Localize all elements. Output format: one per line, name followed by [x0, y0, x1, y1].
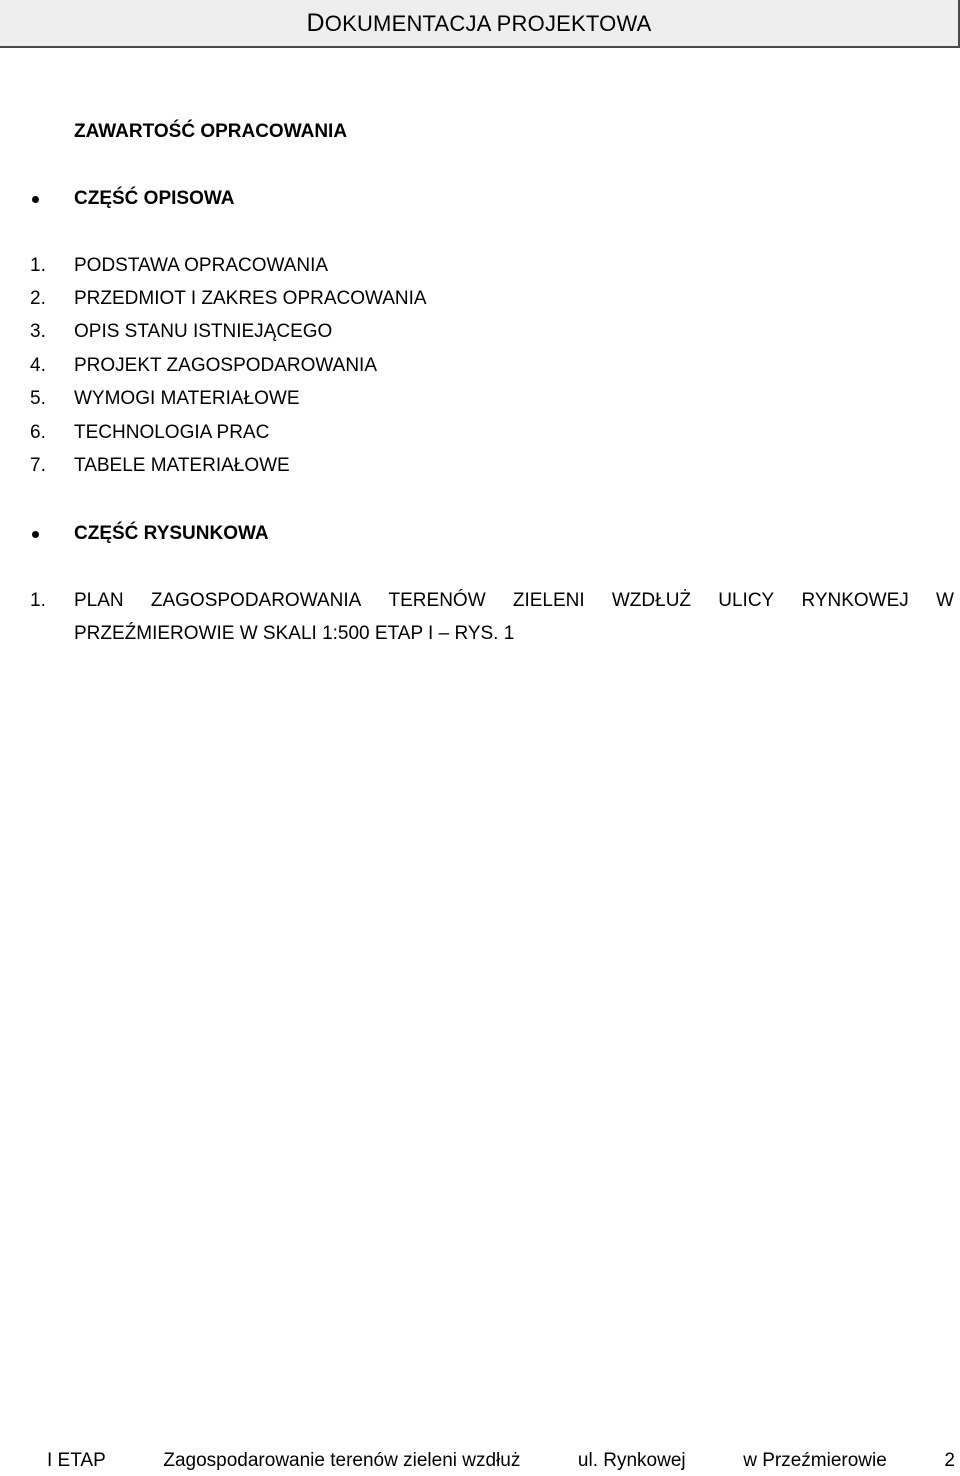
contents-heading: ZAWARTOŚĆ OPRACOWANIA: [74, 121, 348, 142]
drawing-item-word: ULICY: [718, 590, 775, 611]
header-title-rest: OKUMENTACJA PROJEKTOWA: [324, 11, 652, 36]
list-item-number: 3.: [30, 321, 46, 342]
list-item-number: 1.: [30, 255, 46, 276]
list-item-text: PODSTAWA OPRACOWANIA: [74, 255, 329, 276]
page-header: [0, 0, 960, 48]
header-title-initial: D: [306, 9, 325, 37]
list-item-number: 5.: [30, 388, 46, 409]
drawing-item-word: TERENÓW: [388, 590, 486, 611]
footer-title-part: w Przeźmierowie: [743, 1450, 887, 1471]
footer-title-part: ul. Rynkowej: [577, 1450, 686, 1471]
drawing-item-word: ZAGOSPODAROWANIA: [150, 590, 362, 611]
page-number: 2: [944, 1450, 955, 1471]
bullet-icon: [32, 196, 39, 203]
drawing-item-number: 1.: [30, 590, 46, 611]
drawing-item-word: RYNKOWEJ: [801, 590, 909, 611]
list-item-text: TECHNOLOGIA PRAC: [74, 422, 270, 443]
page-footer: [47, 1450, 955, 1472]
list-item-text: PROJEKT ZAGOSPODAROWANIA: [74, 355, 377, 376]
header-title: [307, 9, 652, 38]
drawing-item-word: WZDŁUŻ: [611, 590, 692, 611]
footer-stage: I ETAP: [47, 1450, 106, 1471]
list-item-text: WYMOGI MATERIAŁOWE: [74, 388, 300, 409]
drawing-item-word: PLAN: [74, 590, 124, 611]
part-descriptive-heading: CZĘŚĆ OPISOWA: [74, 188, 235, 209]
drawing-item-line2: PRZEŹMIEROWIE W SKALI 1:500 ETAP I – RYS. 1: [74, 623, 515, 644]
list-item-number: 2.: [30, 288, 46, 309]
bullet-icon: [32, 531, 39, 538]
list-item-number: 7.: [30, 455, 46, 476]
list-item-number: 4.: [30, 355, 46, 376]
list-item-number: 6.: [30, 422, 46, 443]
drawing-item-line1: [74, 590, 954, 612]
drawing-item-word: W: [936, 590, 954, 611]
list-item-text: TABELE MATERIAŁOWE: [74, 455, 290, 476]
drawing-item-word: ZIELENI: [512, 590, 585, 611]
list-item-text: PRZEDMIOT I ZAKRES OPRACOWANIA: [74, 288, 427, 309]
footer-title-part: Zagospodarowanie terenów zieleni wzdłuż: [163, 1450, 521, 1471]
list-item-text: OPIS STANU ISTNIEJĄCEGO: [74, 321, 333, 342]
part-drawings-heading: CZĘŚĆ RYSUNKOWA: [74, 523, 269, 544]
